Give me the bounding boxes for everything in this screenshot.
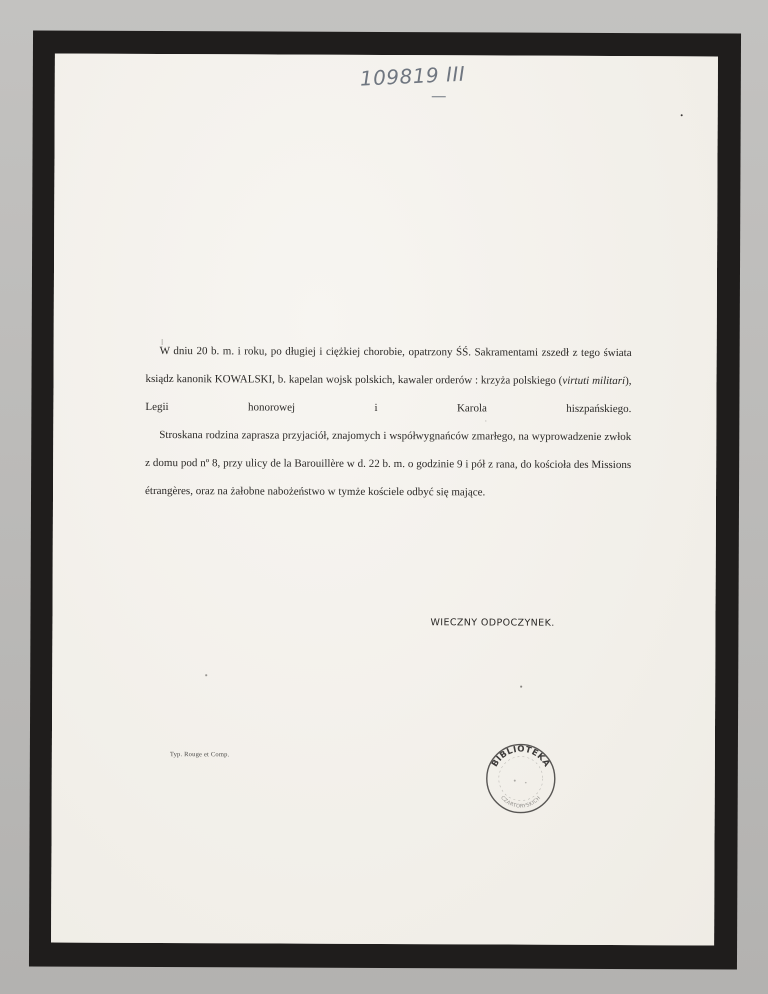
stamp-top-text: BIBLIOTEKA	[490, 744, 552, 770]
printer-imprint: Typ. Rouge et Comp.	[169, 751, 230, 759]
mourning-border	[29, 30, 741, 969]
announcement-emphasis: virtuti militari	[562, 374, 626, 388]
closing-line: WIECZNY ODPOCZYNEK.	[430, 617, 555, 629]
paper-speck	[520, 686, 522, 688]
announcement-text-end: ), Legii honorowej i Karola hiszpańskiego.	[145, 375, 632, 416]
announcement-text-start: W dniu 20 b. m. i roku, po długiej i ciężkiej chorobie, opatrzony ŚŚ. Sakramentami zszedł z tego świata ksiądz kanonik KOWALSKI, b. kapelan wojsk polskich, kawaler orderów : krzyża polskiego (	[145, 345, 632, 387]
svg-text:BIBLIOTEKA	[490, 744, 552, 769]
paragraph-announcement	[145, 337, 631, 423]
library-stamp	[482, 738, 560, 816]
death-notice-page	[51, 54, 718, 946]
inventory-number-suffix: III	[445, 61, 466, 87]
inventory-underline	[432, 96, 446, 97]
paper-speck	[205, 674, 207, 676]
inventory-number-digits: 109819	[359, 62, 440, 91]
paper-speck	[485, 420, 486, 421]
svg-text:CZARTORYSKICH	[499, 795, 542, 810]
stamp-bottom-text: CZARTORYSKICH	[499, 795, 543, 810]
paper-mark	[162, 339, 163, 345]
paper-speck	[681, 114, 683, 116]
inventory-number	[359, 62, 465, 91]
paragraph-invitation: Stroskana rodzina zaprasza przyjaciół, znajomych i współwygnańców zmarłego, na wyprowadzenie zwłok z domu pod nº 8, przy ulicy de la Barouillère w d. 22 b. m. o godzinie 9 i pół z rana, do kościoła des Missions étrangères, oraz na żałobne nabożeństwo w tymże kościele odbyć się mające.	[145, 429, 632, 499]
notice-text	[145, 337, 632, 507]
